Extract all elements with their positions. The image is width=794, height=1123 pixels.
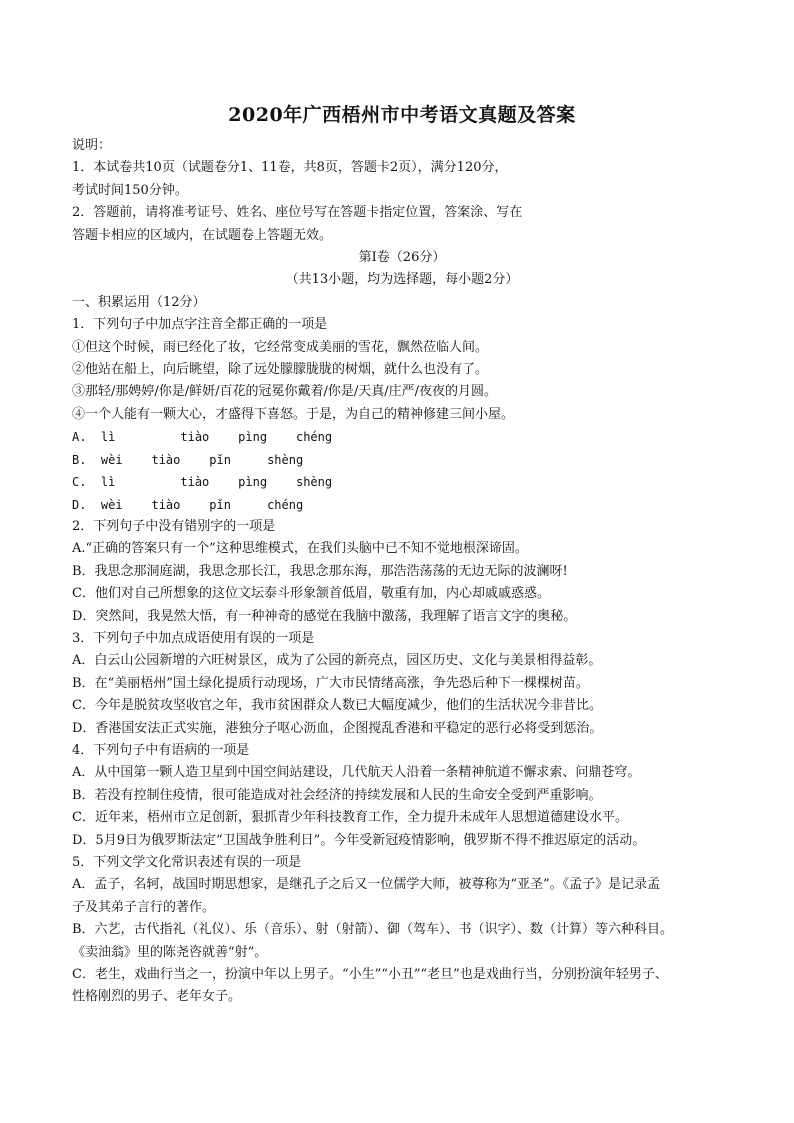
- question-1-option-c: C. lì tiào pìng shèng: [72, 475, 333, 490]
- question-1-option-d: D. wèi tiào pǐn chéng: [72, 497, 304, 512]
- part-subheading: （共13小题，均为选择题，每小题2分）: [285, 272, 519, 288]
- question-1-sentence-2: ②他站在船上，向后眺望，除了远处朦朦胧胧的树烟，就什么也没有了。: [72, 362, 489, 378]
- question-5-option-a-cont: 子及其弟子言行的著作。: [72, 899, 216, 915]
- question-5-stem: 5．下列文学文化常识表述有误的一项是: [72, 855, 302, 870]
- question-3-stem: 3．下列句子中加点成语使用有误的一项是: [72, 630, 315, 646]
- question-1-option-a: A. lì tiào pìng chéng: [72, 430, 333, 445]
- question-3-option-b: B．在“美丽梧州”国土绿化提质行动现场，广大市民情绪高涨，争先恐后种下一棵棵树苗。: [72, 675, 589, 691]
- question-2-stem: 2．下列句子中没有错别字的一项是: [72, 518, 276, 534]
- question-3-option-d: D．香港国安法正式实施，港独分子呕心沥血，企图搅乱香港和平稳定的恶行必将受到惩治。: [72, 720, 603, 736]
- question-1-sentence-1: ①但这个时候，雨已经化了妆，它经常变成美丽的雪花，飘然莅临人间。: [72, 339, 489, 355]
- question-2-option-d: D．突然间，我晃然大悟，有一种神奇的感觉在我脑中激荡，我理解了语言文字的奥秘。: [72, 608, 577, 624]
- question-2-option-c: C．他们对自己所想象的这位文坛泰斗形象颔首低眉，敬重有加，内心却戚戚惑惑。: [72, 586, 550, 602]
- question-3-option-a: A．白云山公园新增的六旺树景区，成为了公园的新亮点，园区历史、文化与美景相得益彰。: [72, 653, 602, 669]
- instruction-item-1-cont: 考试时间150分钟。: [72, 182, 188, 198]
- question-5-option-c-cont: 性格刚烈的男子、老年女子。: [72, 989, 242, 1005]
- question-4-stem: 4．下列句子中有语病的一项是: [72, 742, 250, 758]
- question-1-stem: 1．下列句子中加点字注音全都正确的一项是: [72, 317, 328, 333]
- section-heading: 一、积累运用（12分）: [72, 294, 206, 310]
- question-1-option-b: B. wèi tiào pǐn shèng: [72, 452, 304, 467]
- question-4-option-d: D．5月9日为俄罗斯法定“卫国战争胜利日”。今年受新冠疫情影响，俄罗斯不得不推迟原定的活动。: [72, 832, 646, 848]
- question-5-option-b-cont: 《卖油翁》里的陈尧咨就善“射”。: [72, 944, 268, 960]
- instructions-heading: 说明：: [72, 138, 112, 153]
- question-5-option-a: A．孟子，名轲，战国时期思想家，是继孔子之后又一位儒学大师，被尊称为“亚圣”。《孟子》是记录孟: [72, 877, 661, 893]
- question-4-option-a: A．从中国第一颗人造卫星到中国空间站建设，几代航天人沿着一条精神航道不懈求索、问鼎苍穹。: [72, 765, 641, 781]
- question-5-option-b: B．六艺，古代指礼（礼仪）、乐（音乐）、射（射箭）、御（驾车）、书（识字）、数（计算）等六种科目。: [72, 922, 674, 938]
- question-4-option-c: C．近年来，梧州市立足创新，狠抓青少年科技教育工作，全力提升未成年人思想道德建设水平。: [72, 810, 628, 826]
- instruction-item-1: 1．本试卷共10页（试题卷分1、11卷，共8页，答题卡2页），满分120分，: [72, 160, 508, 176]
- question-2-option-a: A.“正确的答案只有一个”这种思维模式，在我们头脑中已不知不觉地根深谛固。: [72, 541, 528, 557]
- part-heading: 第Ⅰ卷（26分）: [358, 250, 446, 266]
- instruction-item-2-cont: 答题卡相应的区域内，在试题卷上答题无效。: [72, 227, 333, 243]
- page-title: 2020年广西梧州市中考语文真题及答案: [228, 104, 576, 126]
- exam-page: [72, 100, 732, 1009]
- question-1-sentence-3: ③那轻/那娉婷/你是/鲜妍/百花的冠冕你戴着/你是/天真/庄严/夜夜的月圆。: [72, 384, 498, 400]
- instruction-item-2: 2．答题前，请将准考证号、姓名、座位号写在答题卡指定位置，答案涂、写在: [72, 205, 523, 221]
- question-1-sentence-4: ④一个人能有一颗大心，才盛得下喜怒。于是，为自己的精神修建三间小屋。: [72, 406, 515, 422]
- question-4-option-b: B．若没有控制住疫情，很可能造成对社会经济的持续发展和人民的生命安全受到严重影响。: [72, 787, 602, 803]
- question-2-option-b: B．我思念那洞庭湖，我思念那长江，我思念那东海，那浩浩荡荡的无边无际的波澜呀!: [72, 563, 568, 579]
- question-3-option-c: C．今年是脱贫攻坚收官之年，我市贫困群众人数已大幅度减少，他们的生活状况今非昔比。: [72, 698, 602, 714]
- question-5-option-c: C．老生，戏曲行当之一，扮演中年以上男子。“小生”“小丑”“老旦”也是戏曲行当，分别扮演年轻男子、: [72, 967, 668, 983]
